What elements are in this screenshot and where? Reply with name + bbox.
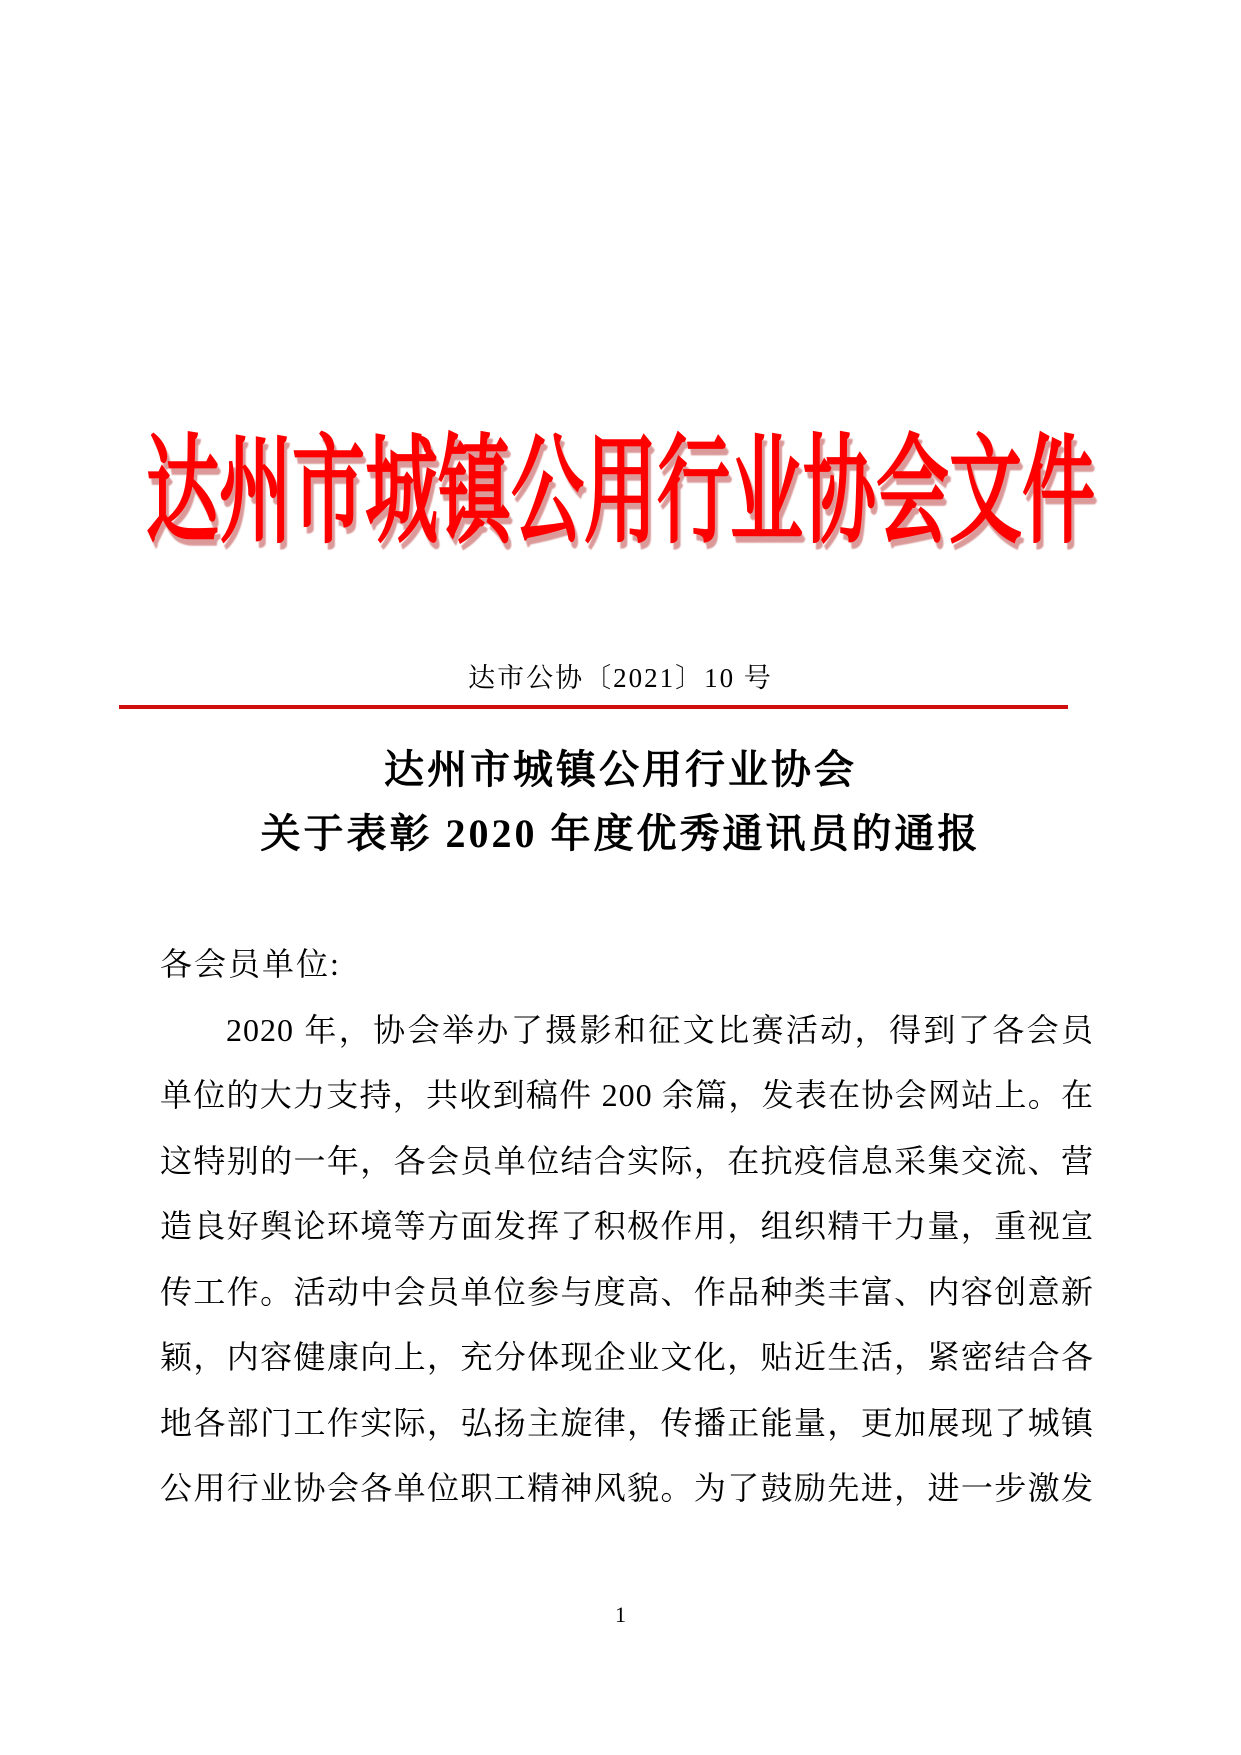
- doc-number: 达市公协〔2021〕10 号: [468, 663, 773, 693]
- body-line: 这特别的一年，各会员单位结合实际，在抗疫信息采集交流、营: [160, 1142, 1094, 1179]
- body-line: 单位的大力支持，共收到稿件 200 余篇，发表在协会网站上。在: [160, 1077, 1094, 1113]
- salutation: 各会员单位:: [160, 946, 341, 982]
- body-line: 2020 年，协会举办了摄影和征文比赛活动，得到了各会员: [226, 1011, 1094, 1048]
- doc-title: [0, 738, 1241, 866]
- letterhead: [0, 428, 1241, 558]
- doc-title-line-2: 关于表彰 2020 年度优秀通讯员的通报: [260, 811, 981, 856]
- body-text: [160, 932, 1094, 1522]
- letterhead-title: 达州市城镇公用行业协会文件: [146, 426, 1095, 558]
- body-line: 公用行业协会各单位职工精神风貌。为了鼓励先进，进一步激发: [160, 1470, 1094, 1506]
- body-line: 传工作。活动中会员单位参与度高、作品种类丰富、内容创意新: [160, 1273, 1094, 1310]
- body-line: 地各部门工作实际，弘扬主旋律，传播正能量，更加展现了城镇: [160, 1404, 1094, 1441]
- body-line: 造良好舆论环境等方面发挥了积极作用，组织精干力量，重视宣: [160, 1208, 1094, 1244]
- page-number: 1: [615, 1602, 626, 1627]
- body-line: 颖，内容健康向上，充分体现企业文化，贴近生活，紧密结合各: [160, 1339, 1094, 1375]
- doc-title-line-1: 达州市城镇公用行业协会: [384, 747, 857, 792]
- red-rule-divider: [119, 705, 1068, 709]
